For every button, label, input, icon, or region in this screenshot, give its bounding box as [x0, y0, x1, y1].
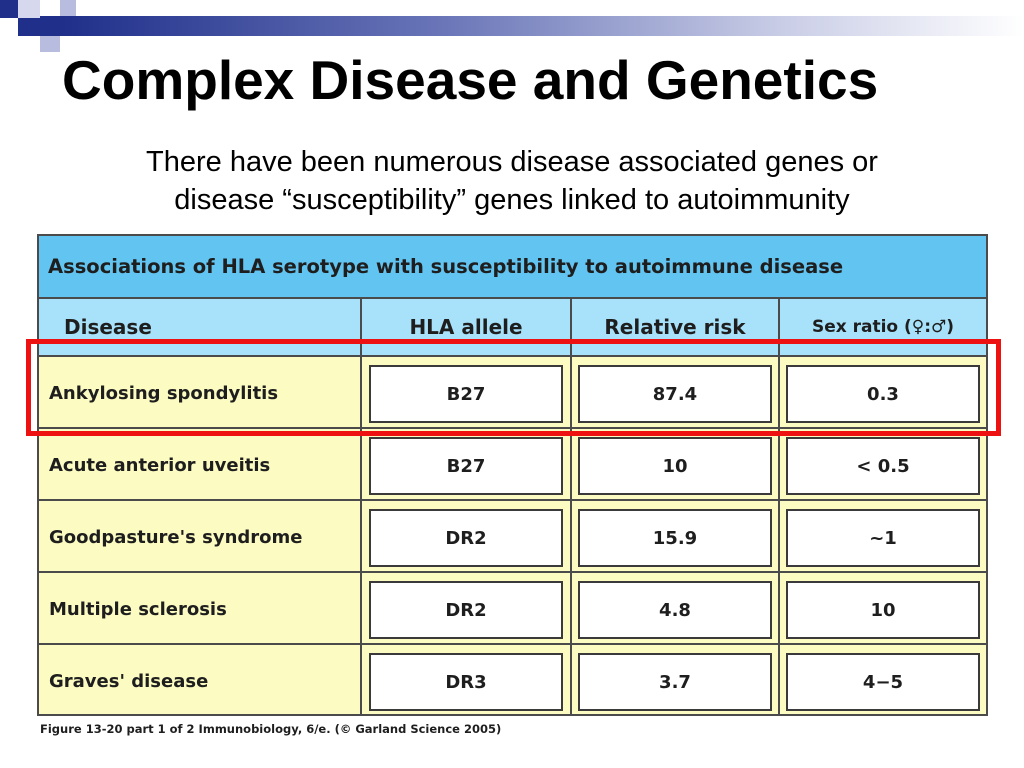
- hla-association-table: [37, 234, 988, 716]
- hla-allele-cell: B27: [369, 365, 563, 423]
- disease-cell: Ankylosing spondylitis: [49, 382, 279, 404]
- subtitle-line-2: disease “susceptibility” genes linked to autoimmunity: [174, 183, 850, 216]
- deco-square: [0, 0, 18, 18]
- sex-ratio-cell: 10: [786, 581, 980, 639]
- deco-square: [40, 0, 60, 16]
- disease-cell: Acute anterior uveitis: [49, 454, 271, 476]
- relative-risk-cell: 10: [578, 437, 772, 495]
- hla-allele-cell: DR2: [369, 509, 563, 567]
- deco-square: [18, 18, 40, 36]
- highlight-box: [26, 339, 1001, 436]
- deco-square: [0, 18, 18, 36]
- deco-square: [18, 36, 40, 52]
- hla-allele-cell: DR2: [369, 581, 563, 639]
- disease-cell: Goodpasture's syndrome: [49, 526, 303, 548]
- column-header-hla-allele: HLA allele: [409, 315, 523, 339]
- table-row: [39, 645, 986, 717]
- hla-allele-cell: DR3: [369, 653, 563, 711]
- subtitle-line-1: There have been numerous disease associated genes or: [146, 146, 878, 178]
- table-row: [39, 429, 986, 501]
- table-header: [39, 236, 986, 299]
- column-header-relative-risk: Relative risk: [604, 315, 746, 339]
- disease-cell: Graves' disease: [49, 670, 209, 692]
- sex-ratio-cell: 0.3: [786, 365, 980, 423]
- sex-ratio-cell: < 0.5: [786, 437, 980, 495]
- column-header-sex-ratio: Sex ratio (♀:♂): [811, 317, 955, 337]
- table-row: [39, 501, 986, 573]
- deco-square: [18, 0, 40, 18]
- deco-square: [40, 16, 60, 36]
- slide-subtitle: [30, 144, 994, 219]
- relative-risk-cell: 87.4: [578, 365, 772, 423]
- relative-risk-cell: 4.8: [578, 581, 772, 639]
- figure-caption: Figure 13-20 part 1 of 2 Immunobiology, 6/e. (© Garland Science 2005): [40, 722, 502, 736]
- table-row: [39, 573, 986, 645]
- column-header-disease: Disease: [64, 315, 152, 339]
- hla-allele-cell: B27: [369, 437, 563, 495]
- title-gradient-bar: [60, 16, 1024, 36]
- slide-title: Complex Disease and Genetics: [62, 49, 879, 111]
- deco-square: [60, 0, 76, 16]
- disease-cell: Multiple sclerosis: [49, 598, 227, 620]
- relative-risk-cell: 3.7: [578, 653, 772, 711]
- relative-risk-cell: 15.9: [578, 509, 772, 567]
- sex-ratio-cell: ~1: [786, 509, 980, 567]
- deco-square: [40, 36, 60, 52]
- sex-ratio-cell: 4−5: [786, 653, 980, 711]
- table-header-title: Associations of HLA serotype with susceptibility to autoimmune disease: [48, 255, 844, 278]
